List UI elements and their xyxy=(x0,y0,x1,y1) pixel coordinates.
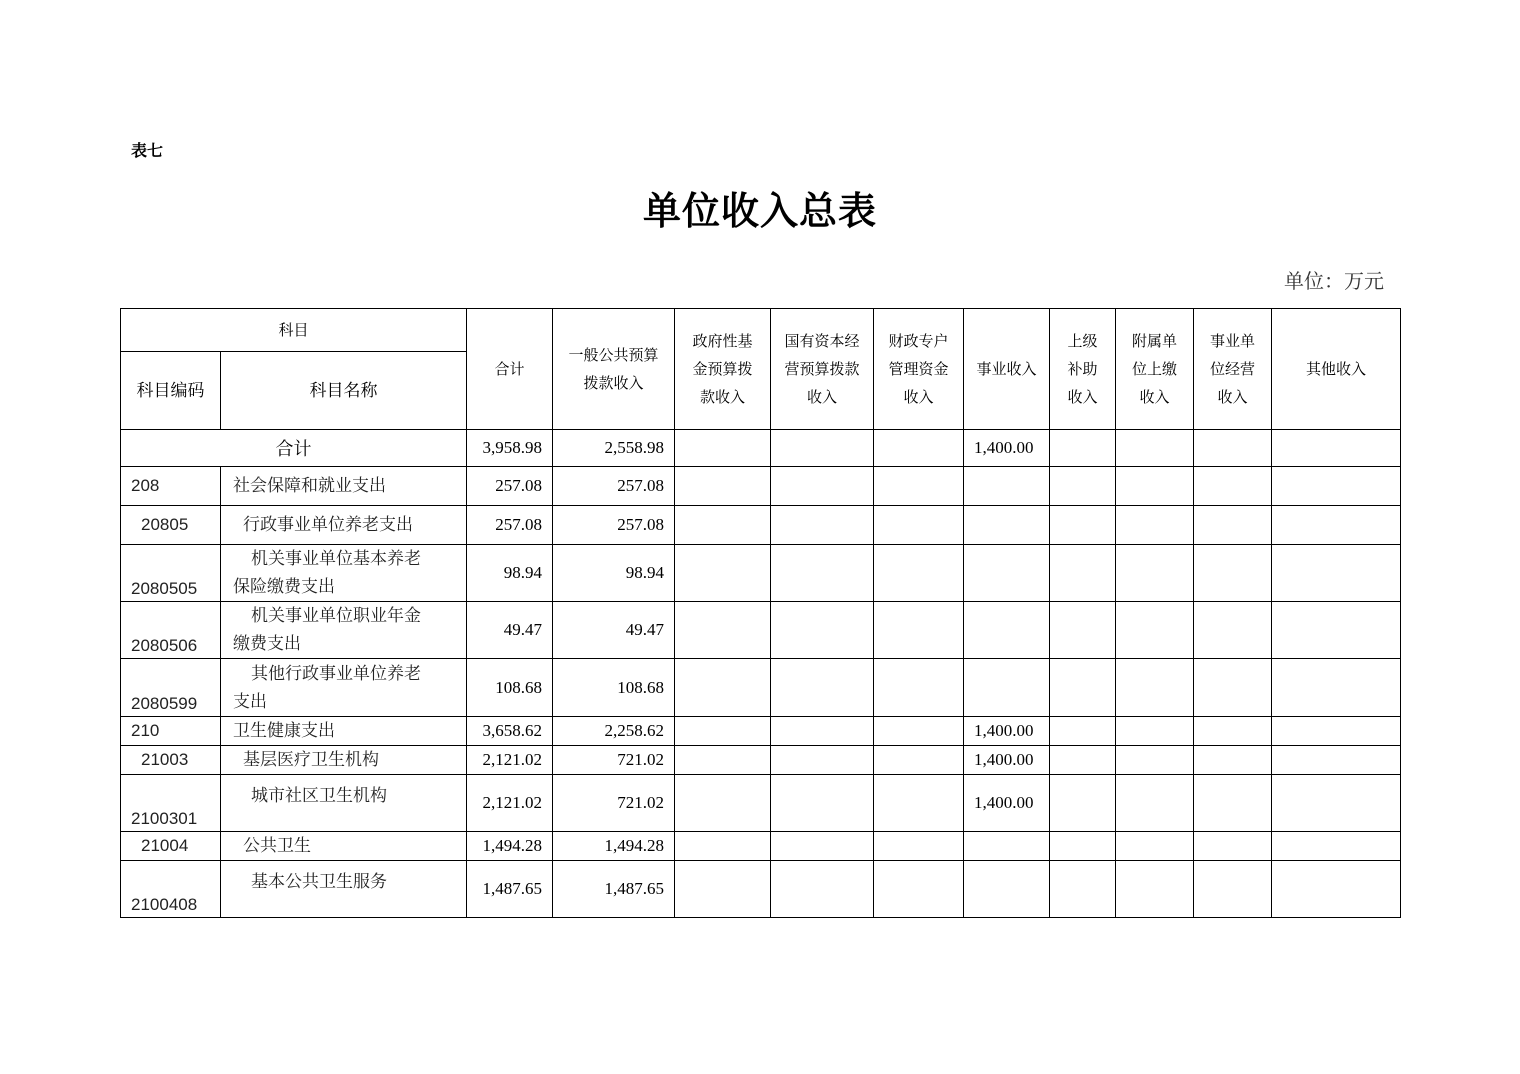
header-subject-name: 科目名称 xyxy=(221,352,467,430)
row-name xyxy=(221,775,467,832)
row-superior-subsidy xyxy=(1050,467,1116,506)
total-row-gov-fund xyxy=(675,430,771,467)
row-other-income xyxy=(1272,717,1401,746)
header-line: 补助 xyxy=(1067,360,1098,378)
total-row-business-operation xyxy=(1194,430,1272,467)
row-affiliate-remit xyxy=(1116,861,1194,918)
row-business-operation xyxy=(1194,746,1272,775)
row-name-line: 机关事业单位职业年金 xyxy=(251,606,421,626)
row-gov-fund xyxy=(675,545,771,602)
row-name xyxy=(221,832,467,861)
total-row-affiliate-remit xyxy=(1116,430,1194,467)
row-business-operation xyxy=(1194,832,1272,861)
header-subject-code: 科目编码 xyxy=(121,352,221,430)
header-total: 合计 xyxy=(467,309,553,430)
total-row-state-capital xyxy=(771,430,874,467)
row-code: 20805 xyxy=(121,506,221,545)
row-general-budget: 257.08 xyxy=(553,506,675,545)
row-name-line: 卫生健康支出 xyxy=(233,721,335,741)
row-code: 2100408 xyxy=(121,861,221,918)
header-subject: 科目 xyxy=(121,309,467,352)
row-general-budget: 721.02 xyxy=(553,775,675,832)
row-other-income xyxy=(1272,775,1401,832)
row-other-income xyxy=(1272,545,1401,602)
row-state-capital xyxy=(771,506,874,545)
total-row-general-budget: 2,558.98 xyxy=(553,430,675,467)
row-general-budget: 1,494.28 xyxy=(553,832,675,861)
row-gov-fund xyxy=(675,775,771,832)
row-total: 257.08 xyxy=(467,467,553,506)
row-gov-fund xyxy=(675,717,771,746)
row-total: 2,121.02 xyxy=(467,746,553,775)
row-business-income xyxy=(964,861,1050,918)
table-row xyxy=(121,659,1401,717)
table-row xyxy=(121,506,1401,545)
row-state-capital xyxy=(771,832,874,861)
row-state-capital xyxy=(771,861,874,918)
total-row-business-income: 1,400.00 xyxy=(964,430,1050,467)
row-code: 21003 xyxy=(121,746,221,775)
row-total: 3,658.62 xyxy=(467,717,553,746)
table-row xyxy=(121,775,1401,832)
header-line: 位经营 xyxy=(1210,360,1256,378)
header-business-income: 事业收入 xyxy=(964,309,1050,430)
row-fiscal-special xyxy=(874,659,964,717)
row-superior-subsidy xyxy=(1050,602,1116,659)
row-superior-subsidy xyxy=(1050,746,1116,775)
row-name xyxy=(221,602,467,659)
row-gov-fund xyxy=(675,602,771,659)
header-line: 上级 xyxy=(1067,332,1098,350)
header-business-operation xyxy=(1194,309,1272,430)
row-superior-subsidy xyxy=(1050,861,1116,918)
row-general-budget: 98.94 xyxy=(553,545,675,602)
row-affiliate-remit xyxy=(1116,506,1194,545)
row-total: 108.68 xyxy=(467,659,553,717)
header-line: 附属单 xyxy=(1132,332,1178,350)
row-state-capital xyxy=(771,467,874,506)
header-other-income: 其他收入 xyxy=(1272,309,1401,430)
row-affiliate-remit xyxy=(1116,746,1194,775)
row-code: 208 xyxy=(121,467,221,506)
row-state-capital xyxy=(771,775,874,832)
row-name-line: 保险缴费支出 xyxy=(233,577,335,597)
row-fiscal-special xyxy=(874,746,964,775)
row-business-income xyxy=(964,659,1050,717)
row-affiliate-remit xyxy=(1116,717,1194,746)
row-gov-fund xyxy=(675,861,771,918)
row-general-budget: 2,258.62 xyxy=(553,717,675,746)
row-name-line: 缴费支出 xyxy=(233,634,301,654)
row-state-capital xyxy=(771,602,874,659)
table-row xyxy=(121,545,1401,602)
row-business-income: 1,400.00 xyxy=(964,717,1050,746)
total-row-other-income xyxy=(1272,430,1401,467)
row-superior-subsidy xyxy=(1050,506,1116,545)
total-row-fiscal-special xyxy=(874,430,964,467)
table-row xyxy=(121,467,1401,506)
row-name-line: 行政事业单位养老支出 xyxy=(243,515,413,535)
row-business-income xyxy=(964,506,1050,545)
unit-label: 单位：万元 xyxy=(1284,269,1384,293)
header-line: 营预算拨款 xyxy=(784,360,860,378)
row-business-operation xyxy=(1194,467,1272,506)
row-gov-fund xyxy=(675,746,771,775)
header-line: 国有资本经 xyxy=(784,332,860,350)
row-gov-fund xyxy=(675,832,771,861)
header-line: 财政专户 xyxy=(888,332,949,350)
row-business-income: 1,400.00 xyxy=(964,775,1050,832)
header-gov-fund xyxy=(675,309,771,430)
row-superior-subsidy xyxy=(1050,717,1116,746)
header-superior-subsidy xyxy=(1050,309,1116,430)
page-title: 单位收入总表 xyxy=(642,188,877,233)
table-row xyxy=(121,746,1401,775)
row-name-line: 机关事业单位基本养老 xyxy=(251,549,421,569)
table-row xyxy=(121,717,1401,746)
row-business-operation xyxy=(1194,506,1272,545)
row-name xyxy=(221,746,467,775)
row-state-capital xyxy=(771,746,874,775)
row-fiscal-special xyxy=(874,506,964,545)
row-superior-subsidy xyxy=(1050,545,1116,602)
header-affiliate-remit xyxy=(1116,309,1194,430)
row-code: 2080505 xyxy=(121,545,221,602)
row-general-budget: 257.08 xyxy=(553,467,675,506)
row-superior-subsidy xyxy=(1050,775,1116,832)
row-code: 210 xyxy=(121,717,221,746)
row-affiliate-remit xyxy=(1116,545,1194,602)
header-line: 位上缴 xyxy=(1132,360,1178,378)
row-business-income xyxy=(964,832,1050,861)
row-name xyxy=(221,467,467,506)
row-gov-fund xyxy=(675,659,771,717)
row-other-income xyxy=(1272,467,1401,506)
row-other-income xyxy=(1272,832,1401,861)
total-row-superior-subsidy xyxy=(1050,430,1116,467)
header-line: 管理资金 xyxy=(888,360,949,378)
row-business-income xyxy=(964,602,1050,659)
header-line: 收入 xyxy=(1217,388,1248,406)
header-state-capital xyxy=(771,309,874,430)
row-name-line: 公共卫生 xyxy=(243,836,311,856)
header-line: 拨款收入 xyxy=(583,374,644,392)
row-business-operation xyxy=(1194,775,1272,832)
row-fiscal-special xyxy=(874,775,964,832)
header-line: 政府性基 xyxy=(692,332,753,350)
header-line: 金预算拨 xyxy=(692,360,753,378)
row-code: 2080506 xyxy=(121,602,221,659)
row-state-capital xyxy=(771,545,874,602)
row-other-income xyxy=(1272,746,1401,775)
row-business-income xyxy=(964,467,1050,506)
table-row xyxy=(121,861,1401,918)
row-state-capital xyxy=(771,659,874,717)
row-business-income: 1,400.00 xyxy=(964,746,1050,775)
row-name-line: 支出 xyxy=(233,691,267,712)
row-business-operation xyxy=(1194,545,1272,602)
row-name xyxy=(221,545,467,602)
row-other-income xyxy=(1272,861,1401,918)
income-summary-table xyxy=(120,308,1401,918)
row-fiscal-special xyxy=(874,717,964,746)
row-fiscal-special xyxy=(874,545,964,602)
row-business-operation xyxy=(1194,602,1272,659)
row-affiliate-remit xyxy=(1116,775,1194,832)
header-line: 收入 xyxy=(1139,388,1170,406)
row-general-budget: 49.47 xyxy=(553,602,675,659)
row-total: 257.08 xyxy=(467,506,553,545)
row-code: 2100301 xyxy=(121,775,221,832)
row-name-line: 其他行政事业单位养老 xyxy=(251,663,421,684)
header-line: 收入 xyxy=(1067,388,1098,406)
row-affiliate-remit xyxy=(1116,467,1194,506)
table-number: 表七 xyxy=(131,141,164,160)
total-row-total: 3,958.98 xyxy=(467,430,553,467)
row-other-income xyxy=(1272,659,1401,717)
row-name-line: 基本公共卫生服务 xyxy=(251,872,387,892)
row-general-budget: 721.02 xyxy=(553,746,675,775)
table-row xyxy=(121,832,1401,861)
row-gov-fund xyxy=(675,506,771,545)
header-line: 收入 xyxy=(807,388,838,406)
row-total: 2,121.02 xyxy=(467,775,553,832)
row-total: 49.47 xyxy=(467,602,553,659)
row-total: 98.94 xyxy=(467,545,553,602)
row-name xyxy=(221,659,467,717)
total-row xyxy=(121,430,1401,467)
row-total: 1,494.28 xyxy=(467,832,553,861)
row-superior-subsidy xyxy=(1050,832,1116,861)
header-line: 一般公共预算 xyxy=(568,346,659,364)
header-line: 事业单 xyxy=(1210,332,1256,350)
header-general-budget xyxy=(553,309,675,430)
row-business-operation xyxy=(1194,659,1272,717)
row-state-capital xyxy=(771,717,874,746)
row-name-line: 基层医疗卫生机构 xyxy=(243,750,379,770)
row-business-income xyxy=(964,545,1050,602)
row-fiscal-special xyxy=(874,467,964,506)
row-affiliate-remit xyxy=(1116,659,1194,717)
total-row-label: 合计 xyxy=(121,430,467,467)
row-superior-subsidy xyxy=(1050,659,1116,717)
row-fiscal-special xyxy=(874,602,964,659)
row-gov-fund xyxy=(675,467,771,506)
row-other-income xyxy=(1272,602,1401,659)
row-other-income xyxy=(1272,506,1401,545)
table-row xyxy=(121,602,1401,659)
row-general-budget: 108.68 xyxy=(553,659,675,717)
row-name xyxy=(221,717,467,746)
header-fiscal-special xyxy=(874,309,964,430)
row-affiliate-remit xyxy=(1116,602,1194,659)
row-name xyxy=(221,861,467,918)
row-name-line: 城市社区卫生机构 xyxy=(251,786,387,806)
header-line: 款收入 xyxy=(700,388,746,406)
row-name-line: 社会保障和就业支出 xyxy=(233,476,386,496)
row-business-operation xyxy=(1194,717,1272,746)
row-business-operation xyxy=(1194,861,1272,918)
row-total: 1,487.65 xyxy=(467,861,553,918)
header-line: 收入 xyxy=(903,388,934,406)
row-fiscal-special xyxy=(874,861,964,918)
row-general-budget: 1,487.65 xyxy=(553,861,675,918)
row-affiliate-remit xyxy=(1116,832,1194,861)
row-code: 21004 xyxy=(121,832,221,861)
row-fiscal-special xyxy=(874,832,964,861)
row-name xyxy=(221,506,467,545)
row-code: 2080599 xyxy=(121,659,221,717)
